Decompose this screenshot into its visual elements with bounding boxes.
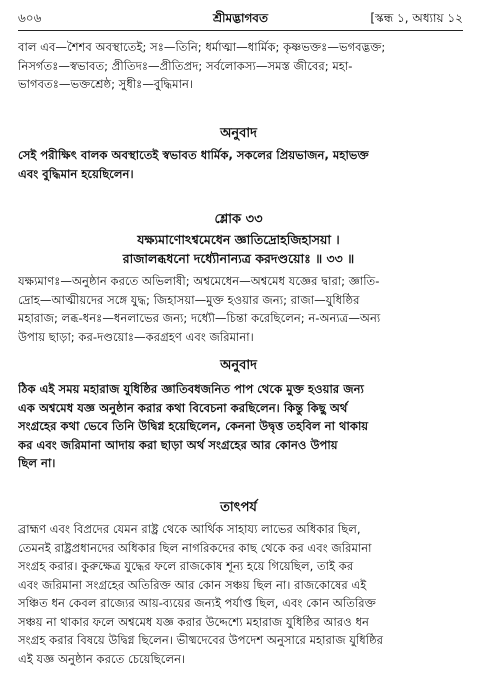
synonyms-line: যক্ষ্যমাণঃ—অনুষ্ঠান করতে অভিলাষী; অশ্বমেধেন—অশ্বমেধ যজ্ঞের দ্বারা; জ্ঞাতি- <box>18 274 380 288</box>
book-title: শ্রীমদ্ভাগবত <box>212 11 268 25</box>
translation-text <box>18 146 463 183</box>
purport-line: এবং জরিমানা সংগ্রহের অতিরিক্ত আর কোন সঞ্চয় ছিল না। রাজকোষের এই <box>18 577 367 592</box>
verse-line: যক্ষ্যমাণোঽশ্বমেধেন জ্ঞাতিদ্রোহজিহাসয়া । <box>137 232 340 247</box>
synonyms-line: বাল এব—শৈশব অবস্থাতেই; সঃ—তিনি; ধর্মাত্মা—ধার্মিক; কৃষ্ণভক্তঃ—ভগবদ্ভক্ত; <box>18 40 386 54</box>
translation-line: এবং বুদ্ধিমান হয়েছিলেন। <box>18 166 134 181</box>
page-header <box>18 10 463 28</box>
translation-line: সংগ্রহের কথা ভেবে তিনি উদ্বিগ্ন হয়েছিলেন, কেননা উদ্বৃত্ত তহবিল না থাকায় <box>18 419 369 433</box>
synonyms-line: নিসর্গতঃ—স্বভাবত; প্রীতিদঃ—প্রীতিপ্রদ; সর্বলোকস্য—সমস্ত জীবের; মহা- <box>18 58 353 73</box>
purport-line: সঞ্চিত ধন কেবল রাজ্যের আয়-ব্যয়ের জন্যই পর্যাপ্ত ছিল, এবং কোন অতিরিক্ত <box>18 596 376 610</box>
purport-line: সঞ্চয় না থাকার ফলে অশ্বমেধ যজ্ঞ করার উদ্দেশ্যে মহারাজ যুধিষ্ঠির আরও ধন <box>18 614 369 629</box>
translation-line: ঠিক এই সময় মহারাজ যুধিষ্ঠির জ্ঞাতিবধজনিত পাপ থেকে মুক্ত হওয়ার জন্য <box>18 382 364 396</box>
page-number: ৬০৬ <box>18 11 42 25</box>
purport-heading: তাৎপর্য <box>220 500 257 515</box>
translation-text-2 <box>18 380 463 473</box>
synonyms-line: দ্রোহ—আত্মীয়দের সঙ্গে যুদ্ধ; জিহাসয়া—মুক্ত হওয়ার জন্য; রাজা—যুধিষ্ঠির <box>18 292 360 307</box>
purport-line: ব্রাহ্মণ এবং বিপ্রদের যেমন রাষ্ট্র থেকে আর্থিক সাহায্য লাভের অধিকার ছিল, <box>18 522 361 536</box>
translation-heading: অনুবাদ <box>220 126 257 141</box>
synonyms-line: উপায় ছাড়া; কর-দণ্ডয়োঃ—করগ্রহণ এবং জরিমানা। <box>18 329 254 344</box>
synonyms-line: মহারাজ; লব্ধ-ধনঃ—ধনলাভের জন্য; দধ্যৌ—চিন্তা করেছিলেন; ন-অন্যত্র—অন্য <box>18 311 381 325</box>
header-rule <box>18 30 463 31</box>
synonyms-line: ভাগবতঃ—ভক্তশ্রেষ্ঠ; সুধীঃ—বুদ্ধিমান। <box>18 77 194 91</box>
canto-chapter: [স্কন্ধ ১, অধ্যায় ১২ <box>370 11 463 25</box>
translation-line: ছিল না। <box>18 456 56 470</box>
verse-line: রাজালব্ধধনো দধ্যৌনান্যত্র করদণ্ডয়োঃ ॥ ৩৩ ॥ <box>122 251 355 266</box>
translation-line: কর এবং জরিমানা আদায় করা ছাড়া অর্থ সংগ্রহের আর কোনও উপায় <box>18 437 338 452</box>
translation-heading-2: অনুবাদ <box>220 358 257 373</box>
synonyms-top <box>18 38 463 94</box>
purport-line: সংগ্রহ করার। কুরুক্ষেত্র যুদ্ধের ফলে রাজকোষ শূন্য হয়ে গিয়েছিল, তাই কর <box>18 559 354 573</box>
verse-text <box>0 230 477 268</box>
translation-line: সেই পরীক্ষিৎ বালক অবস্থাতেই স্বভাবত ধার্মিক, সকলের প্রিয়ভাজন, মহাভক্ত <box>18 148 369 162</box>
translation-line: এক অশ্বমেধ যজ্ঞ অনুষ্ঠান করার কথা বিবেচনা করছিলেন। কিন্তু কিছু অর্থ <box>18 400 348 415</box>
purport-line: তেমনই রাষ্ট্রপ্রধানদের অধিকার ছিল নাগরিকদের কাছ থেকে কর এবং জরিমানা <box>18 540 372 555</box>
verse-heading: শ্লোক ৩৩ <box>214 212 263 227</box>
purport-line: এই যজ্ঞ অনুষ্ঠান করতে চেয়েছিলেন। <box>18 651 186 666</box>
purport-line: সংগ্রহ করার বিষয়ে উদ্বিগ্ন ছিলেন। ভীষ্মদেবের উপদেশ অনুসারে মহারাজ যুধিষ্ঠির <box>18 633 384 647</box>
purport-text <box>18 520 463 668</box>
synonyms-verse <box>18 272 463 346</box>
